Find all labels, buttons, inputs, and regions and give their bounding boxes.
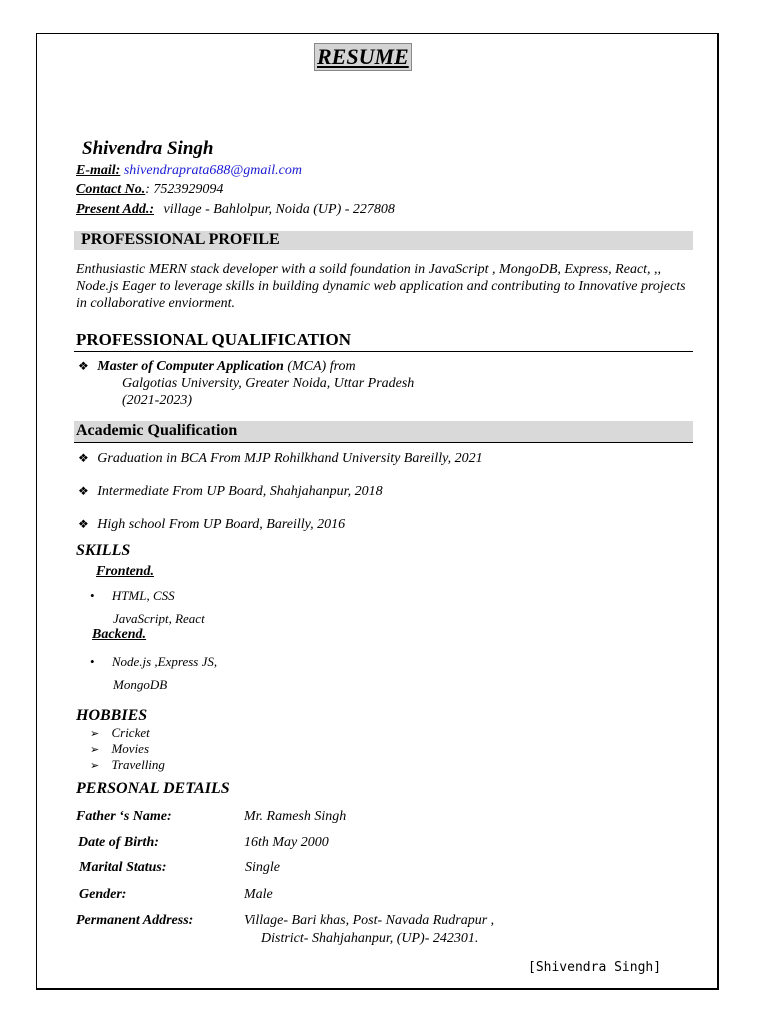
qualification-rule [74,351,693,352]
father-name-value: Mr. Ramesh Singh [244,809,347,824]
list-item: ❖ High school From UP Board, Bareilly, 2016 [78,517,346,532]
permanent-address-line2: District- Shahjahanpur, (UP)- 242301. [261,931,479,946]
skills-heading: SKILLS [76,542,131,559]
degree-years: (2021-2023) [122,393,192,408]
degree-line [78,359,356,375]
list-item: MongoDB [113,677,168,692]
list-item: ➢ Cricket [90,725,150,740]
marital-status-value: Single [245,860,280,875]
frontend-label: Frontend. [96,564,154,579]
email-value[interactable]: shivendraprata688@gmail.com [123,163,302,178]
bullet-icon: • [90,588,95,603]
resume-title: RESUME [314,43,412,71]
gender-label: Gender: [79,887,127,902]
gender-value: Male [244,887,273,902]
university-line: Galgotias University, Greater Noida, Uttar Pradesh [122,376,415,391]
signature: [Shivendra Singh] [528,960,662,975]
list-item: JavaScript, React [113,611,205,626]
list-item: ➢ Movies [90,741,150,756]
personal-heading: PERSONAL DETAILS [76,780,230,797]
marital-status-label: Marital Status: [79,860,167,875]
list-item: ➢ Travelling [90,757,165,772]
backend-label: Backend. [92,627,147,642]
degree-rest: (MCA) from [283,359,356,374]
diamond-bullet-icon: ❖ [78,484,89,498]
phone-line [76,182,223,198]
academic-rule [74,442,693,443]
qualification-heading: PROFESSIONAL QUALIFICATION [76,330,352,349]
degree-name: Master of Computer Application [97,359,284,374]
arrow-bullet-icon: ➢ [90,728,100,740]
arrow-bullet-icon: ➢ [90,744,100,756]
permanent-address-value: Village- Bari khas, Post- Navada Rudrapur , [244,913,495,928]
profile-heading: PROFESSIONAL PROFILE [81,231,280,248]
father-name-label: Father ‘s Name: [76,809,172,824]
address-label: Present Add.: [76,202,155,217]
list-item: ❖ Intermediate From UP Board, Shahjahanpur, 2018 [78,484,383,499]
arrow-bullet-icon: ➢ [90,760,100,772]
academic-heading: Academic Qualification [76,422,238,439]
email-line [76,163,302,179]
diamond-bullet-icon: ❖ [78,517,89,531]
address-line [76,202,395,218]
profile-text: Enthusiastic MERN stack developer with a soild foundation in JavaScript , MongoDB, Express, React, ,, Node.js Eager to leverage skills in building dynamic web application and contributing to Innovative projects in collaborative enviorment. [76,262,686,311]
candidate-name: Shivendra Singh [82,138,214,159]
dob-label: Date of Birth: [78,835,159,850]
permanent-address-label: Permanent Address: [76,913,194,928]
list-item: ❖ Graduation in BCA From MJP Rohilkhand University Bareilly, 2021 [78,451,483,466]
hobbies-heading: HOBBIES [76,707,148,724]
phone-label: Contact No. [76,182,146,197]
list-item: • HTML, CSS [90,588,175,603]
email-label: E-mail: [76,163,121,178]
address-value: village - Bahlolpur, Noida (UP) - 227808 [163,202,395,217]
diamond-bullet-icon: ❖ [78,451,89,465]
phone-value: : 7523929094 [145,182,224,197]
list-item: • Node.js ,Express JS, [90,654,218,669]
diamond-bullet-icon: ❖ [78,359,89,373]
bullet-icon: • [90,654,95,669]
dob-value: 16th May 2000 [244,835,329,850]
